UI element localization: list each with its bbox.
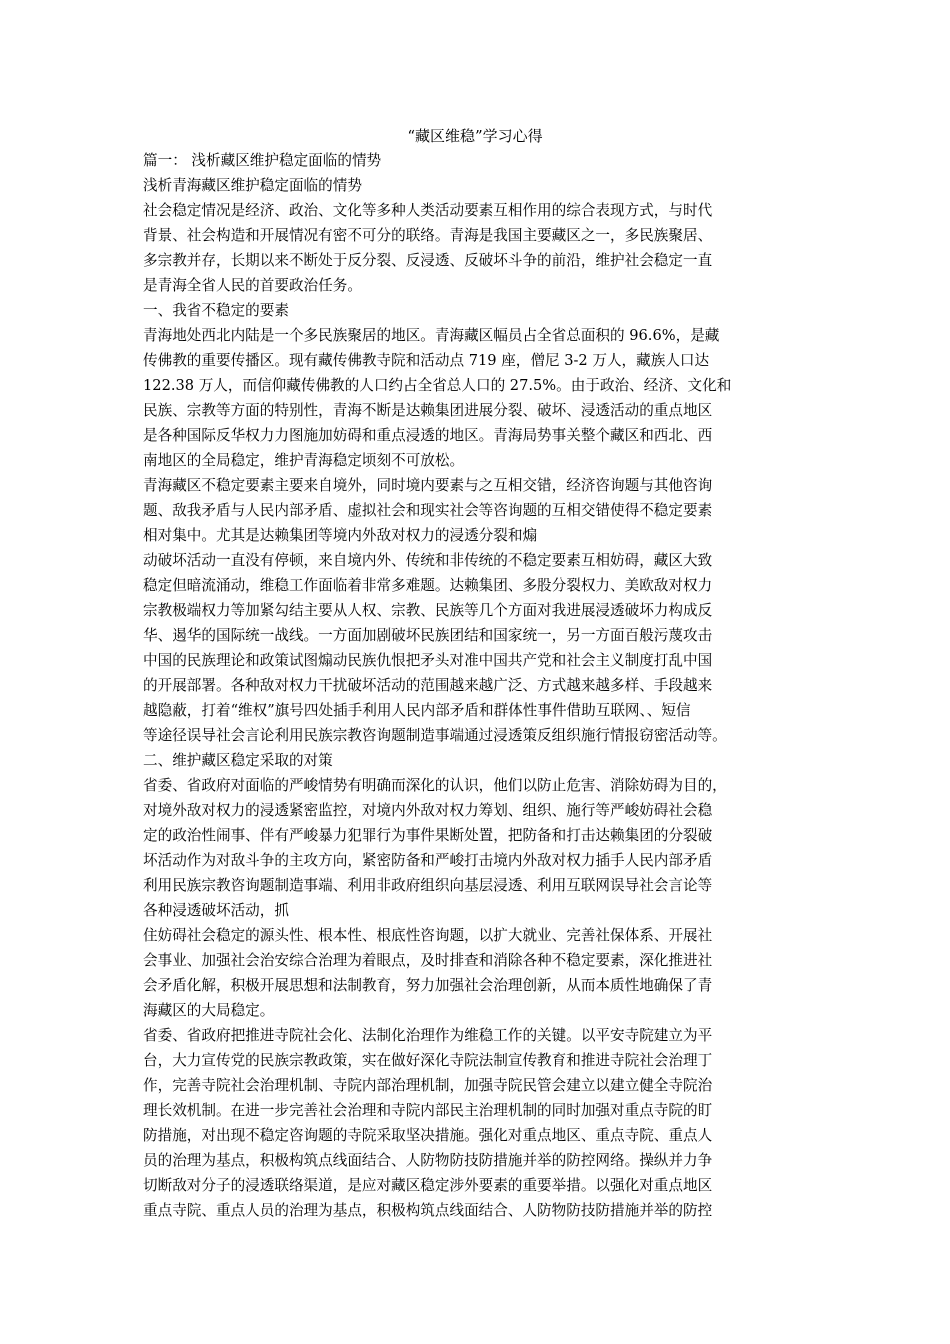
text-line: 背景、社会构造和开展情况有密不可分的联络。青海是我国主要藏区之一，多民族聚居、 (143, 227, 713, 244)
text-line: 传佛教的重要传播区。现有藏传佛教寺院和活动点 719 座，僧尼 3-2 万人，藏族人口达 (143, 352, 710, 369)
text-line: 理长效机制。在进一步完善社会治理和寺院内部民主治理机制的同时加强对重点寺院的盯 (143, 1102, 713, 1119)
text-line: 台，大力宣传党的民族宗教政策，实在做好深化寺院法制宣传教育和推进寺院社会治理丁 (143, 1052, 713, 1069)
text-line: 海藏区的大局稳定。 (143, 1002, 275, 1019)
text-line: 住妨碍社会稳定的源头性、根本性、根底性咨询题，以扩大就业、完善社保体系、开展社 (143, 927, 713, 944)
text-line: 是各种国际反华权力力图施加妨碍和重点浸透的地区。青海局势事关整个藏区和西北、西 (143, 427, 713, 444)
text-line: 122.38 万人，而信仰藏传佛教的人口约占全省总人口的 27.5%。由于政治、经济、文化和 (143, 377, 732, 394)
text-line: 宗教极端权力等加紧勾结主要从人权、宗教、民族等几个方面对我进展浸透破坏力构成反 (143, 602, 713, 619)
text-line: 青海藏区不稳定要素主要来自境外，同时境内要素与之互相交错，经济咨询题与其他咨询 (143, 477, 713, 494)
text-line: 动破坏活动一直没有停顿，来自境内外、传统和非传统的不稳定要素互相妨碍，藏区大致 (143, 552, 713, 569)
text-line: 员的治理为基点，积极构筑点线面结合、人防物防技防措施并举的防控网络。操纵并力争 (143, 1152, 713, 1169)
text-line: 会事业、加强社会治安综合治理为着眼点，及时排查和消除各种不稳定要素，深化推进社 (143, 952, 713, 969)
text-line: 浅析青海藏区维护稳定面临的情势 (143, 177, 362, 194)
document-body (143, 148, 823, 1223)
document-title: “藏区维稳”学习心得 (407, 127, 543, 145)
text-line: 利用民族宗教咨询题制造事端、利用非政府组织向基层浸透、利用互联网误导社会言论等 (143, 877, 713, 894)
text-line: 题、敌我矛盾与人民内部矛盾、虚拟社会和现实社会等咨询题的互相交错使得不稳定要素 (143, 502, 713, 519)
text-line: 一、我省不稳定的要素 (143, 302, 289, 319)
text-line: 青海地处西北内陆是一个多民族聚居的地区。青海藏区幅员占全省总面积的 96.6%，是藏 (143, 327, 720, 344)
text-line: 切断敌对分子的浸透联络渠道，是应对藏区稳定涉外要素的重要举措。以强化对重点地区 (143, 1177, 713, 1194)
text-line: 的开展部署。各种敌对权力干扰破坏活动的范围越来越广泛、方式越来越多样、手段越来 (143, 677, 713, 694)
text-line: 相对集中。尤其是达赖集团等境内外敌对权力的浸透分裂和煽 (143, 527, 538, 544)
text-line: 中国的民族理论和政策试图煽动民族仇恨把矛头对准中国共产党和社会主义制度打乱中国 (143, 652, 713, 669)
text-line: 重点寺院、重点人员的治理为基点，积极构筑点线面结合、人防物防技防措施并举的防控 (143, 1202, 713, 1219)
text-line: 稳定但暗流涌动，维稳工作面临着非常多难题。达赖集团、多股分裂权力、美欧敌对权力 (143, 577, 713, 594)
text-line: 作，完善寺院社会治理机制、寺院内部治理机制，加强寺院民管会建立以建立健全寺院治 (143, 1077, 713, 1094)
text-line: 多宗教并存，长期以来不断处于反分裂、反浸透、反破坏斗争的前沿，维护社会稳定一直 (143, 252, 713, 269)
text-line: 坏活动作为对敌斗争的主攻方向，紧密防备和严峻打击境内外敌对权力插手人民内部矛盾 (143, 852, 713, 869)
text-line: 华、遏华的国际统一战线。一方面加剧破坏民族团结和国家统一，另一方面百般污蔑攻击 (143, 627, 713, 644)
text-line: 二、维护藏区稳定采取的对策 (143, 752, 333, 769)
text-line: 南地区的全局稳定，维护青海稳定顷刻不可放松。 (143, 452, 465, 469)
text-line: 是青海全省人民的首要政治任务。 (143, 277, 362, 294)
text-line: 社会稳定情况是经济、政治、文化等多种人类活动要素互相作用的综合表现方式，与时代 (143, 202, 713, 219)
text-line: 省委、省政府对面临的严峻情势有明确而深化的认识，他们以防止危害、消除妨碍为目的， (143, 777, 727, 794)
text-line: 越隐蔽，打着“维权”旗号四处插手利用人民内部矛盾和群体性事件借助互联网、、短信 (143, 702, 691, 719)
text-line: 篇一： 浅析藏区维护稳定面临的情势 (143, 152, 382, 169)
text-line: 会矛盾化解，积极开展思想和法制教育，努力加强社会治理创新，从而本质性地确保了青 (143, 977, 713, 994)
text-line: 民族、宗教等方面的特别性，青海不断是达赖集团进展分裂、破坏、浸透活动的重点地区 (143, 402, 713, 419)
text-line: 等途径误导社会言论利用民族宗教咨询题制造事端通过浸透策反组织施行情报窃密活动等。 (143, 727, 727, 744)
text-line: 省委、省政府把推进寺院社会化、法制化治理作为维稳工作的关键。以平安寺院建立为平 (143, 1027, 713, 1044)
text-line: 对境外敌对权力的浸透紧密监控，对境内外敌对权力筹划、组织、施行等严峻妨碍社会稳 (143, 802, 713, 819)
text-line: 定的政治性闹事、伴有严峻暴力犯罪行为事件果断处置，把防备和打击达赖集团的分裂破 (143, 827, 713, 844)
text-line: 防措施，对出现不稳定咨询题的寺院采取坚决措施。强化对重点地区、重点寺院、重点人 (143, 1127, 713, 1144)
text-line: 各种浸透破坏活动，抓 (143, 902, 289, 919)
